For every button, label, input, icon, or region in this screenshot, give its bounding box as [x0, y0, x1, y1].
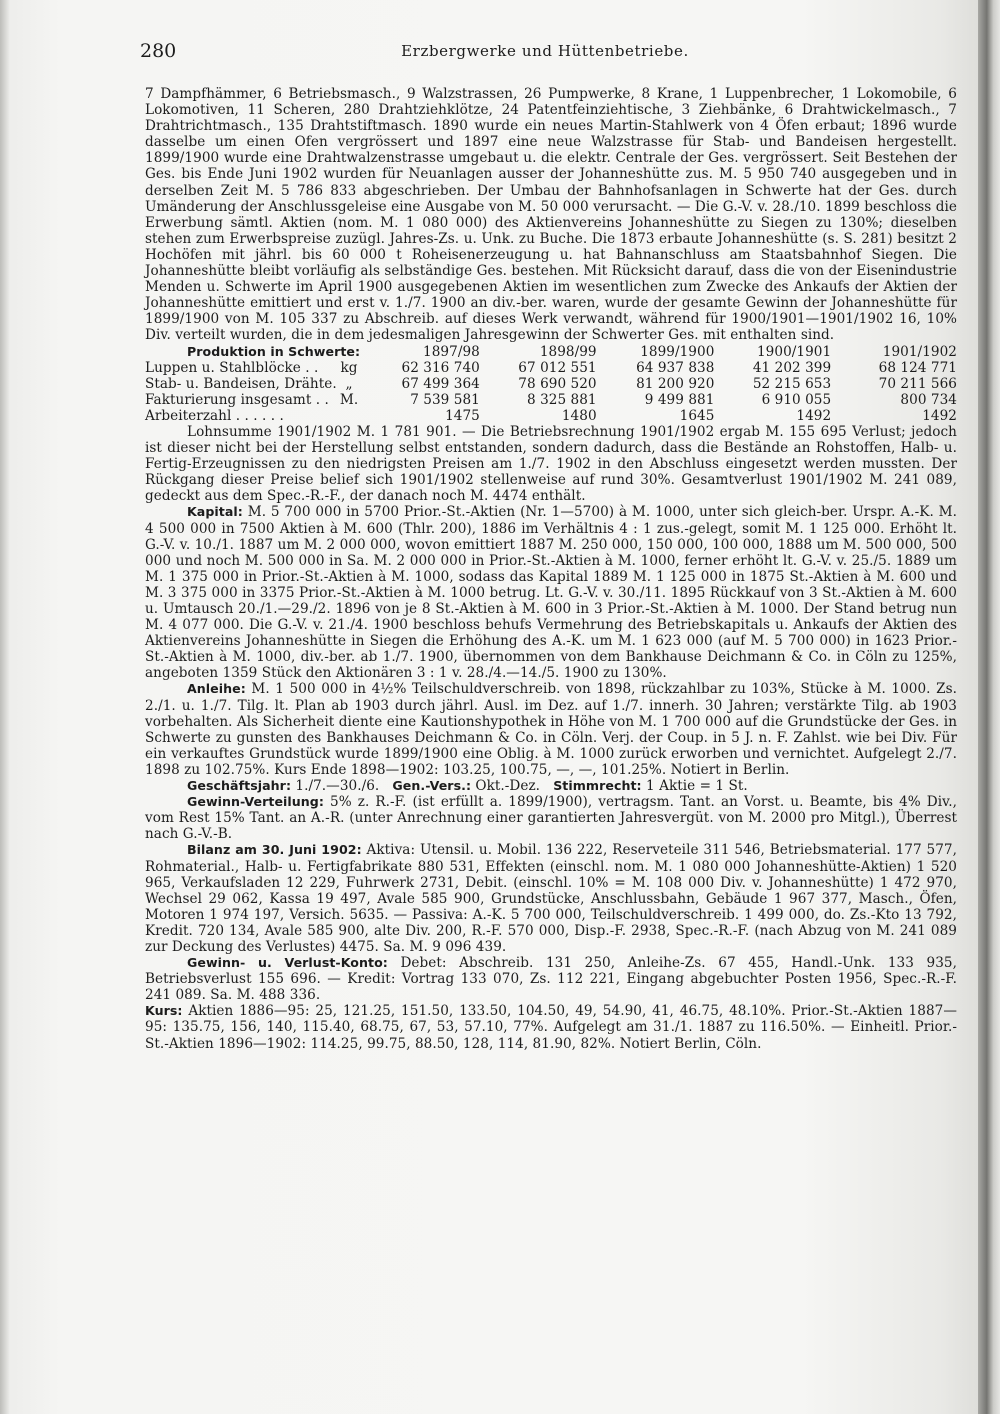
table-cell: 67 499 364 [401, 375, 480, 392]
binding-shadow [0, 0, 10, 1414]
row-label: Luppen u. Stahlblöcke . . [145, 359, 319, 376]
geschaeftsjahr-section [145, 778, 957, 794]
table-cell: 68 124 771 [878, 359, 957, 376]
section-label: Stimmrecht: [553, 778, 642, 794]
lohnsumme-paragraph: Lohnsumme 1901/1902 M. 1 781 901. — Die Betriebsrechnung 1901/1902 ergab M. 155 695 Verlust; jedoch ist dieser nicht bei der Herstellung selbst entstanden, sondern dadurch, dass die Bestände an Rohstoffen, Halb- u. Fertig-Erzeugnissen zu den niedrigsten Preisen am 1./7. 1902 in den Abschluss eingesetzt werden mussten. Der Rückgang dieser Preise belief sich 1901/1902 stellenweise auf rund 30%. Gesamtverlust 1901/1902 M. 241 089, gedeckt aus dem Spec.-R.-F., der danach noch M. 4474 enthält. [145, 423, 957, 505]
table-row [145, 360, 957, 376]
production-header-row [145, 344, 957, 360]
table-cell: 7 539 581 [410, 391, 480, 408]
kapital-section [145, 504, 957, 681]
year-header: 1899/1900 [640, 343, 715, 360]
row-unit: M. [339, 391, 359, 408]
gewinn-verteilung-section [145, 794, 957, 842]
section-label: Geschäftsjahr: [187, 778, 292, 794]
section-text: Okt.-Dez. [475, 778, 541, 795]
table-cell: 8 325 881 [527, 391, 597, 408]
table-cell: 64 937 838 [636, 359, 715, 376]
table-cell: 6 910 055 [761, 391, 832, 408]
year-header: 1898/99 [539, 343, 597, 360]
section-text: 5% z. R.-F. (ist erfüllt a. 1899/1900), vertragsm. Tant. an Vorst. u. Beamte, bis 4% Div., vom Rest 15% Tant. an A.-R. (unter Anrechnung einer garantierten Jahresvergüt. von M. 2000 pro Mitgl.), Überrest nach G.-V.-B. [145, 794, 957, 843]
table-cell: 1480 [561, 407, 597, 424]
page-header [140, 40, 950, 64]
year-header: 1897/98 [423, 343, 480, 360]
table-cell: 78 690 520 [518, 375, 597, 392]
table-cell: 1492 [796, 407, 832, 424]
page-body [145, 86, 957, 1052]
anleihe-section [145, 681, 957, 778]
row-label: Fakturierung insgesamt . . [145, 391, 329, 408]
section-label: Anleihe: [187, 681, 246, 697]
intro-paragraph: 7 Dampfhämmer, 6 Betriebsmasch., 9 Walzstrassen, 26 Pumpwerke, 8 Krane, 1 Luppenbrecher, 1 Lokomobile, 6 Lokomotiven, 11 Scheren, 280 Drahtziehklötze, 24 Patentfeinziehtische, 3 Ziehbänke, 6 Drahtwickelmasch., 7 Drahtrichtmasch., 135 Drahtstiftmasch. 1890 wurde ein neues Martin-Stahlwerk von 4 Öfen erbaut; 1896 wurde dasselbe um einen Ofen vergrössert und 1897 eine neue Walzstrasse für Stab- und Bandeisen hergestellt. 1899/1900 wurde eine Drahtwalzenstrasse umgebaut u. die elektr. Centrale der Ges. vergrössert. Seit Bestehen der Ges. bis Ende Juni 1902 wurden für Neuanlagen ausser der Johanneshütte zus. M. 5 950 740 ausgegeben und in derselben Zeit M. 5 786 833 abgeschrieben. Der Umbau der Bahnhofsanlagen in Schwerte hat der Ges. durch Umänderung der Anschlussgeleise eine Ausgabe von M. 50 000 verursacht. — Die G.-V. v. 28./10. 1899 beschloss die Erwerbung sämtl. Aktien (nom. M. 1 080 000) des Aktienvereins Johanneshütte zu Siegen zu 130%; dieselben stehen zum Erwerbspreise zuzügl. Jahres-Zs. u. Unk. zu Buche. Die 1873 erbaute Johanneshütte (s. S. 281) besitzt 2 Hochöfen mit jährl. bis 60 000 t Roheisenerzeugung u. hat Bahnanschluss am Staatsbahnhof Siegen. Die Johanneshütte bleibt vorläufig als selbständige Ges. bestehen. Mit Rücksicht darauf, dass die von der Eisenindustrie Menden u. Schwerte im April 1900 ausgegebenen Aktien im wesentlichen zum Zwecke des Ankaufs der Aktien der Johanneshütte emittiert und erst v. 1./7. 1900 an div.-ber. waren, wurde der gesamte Gewinn der Johanneshütte für 1899/1900 von M. 105 337 zu Abschreib. auf dieses Werk verwandt, während für 1900/1901—1901/1902 16, 10% Div. verteilt wurden, die in dem jedesmaligen Jahresgewinn der Schwerter Ges. mit enthalten sind. [145, 86, 957, 344]
section-text: M. 5 700 000 in 5700 Prior.-St.-Aktien (Nr. 1—5700) à M. 1000, unter sich gleich-ber. Urspr. A.-K. M. 4 500 000 in 7500 Aktien à M. 600 (Thlr. 200), 1886 im Verhältnis 4 : 1 zus.-gelegt, somit M. 1 125 000. Erhöht lt. G.-V. v. 10./1. 1887 um M. 2 000 000, wovon emittiert 1887 M. 250 000, 150 000, 100 000, 1888 um M. 500 000, 500 000 und noch M. 500 000 in Sa. M. 2 000 000 in Prior.-St.-Aktien à M. 1000, ferner erhöht lt. G.-V. v. 25./5. 1889 um M. 1 375 000 in Prior.-St.-Aktien à M. 1000, sodass das Kapital 1889 M. 1 125 000 in 1875 St.-Aktien à M. 600 und M. 3 375 000 in 3375 Prior.-St.-Aktien à M. 1000 betrug. Lt. G.-V. v. 30./11. 1895 Rückkauf von 3 St.-Aktien à M. 600 u. Umtausch 20./1.—29./2. 1896 von je 8 St.-Aktien à M. 600 in 3 Prior.-St.-Aktien à M. 1000. Der Stand betrug nun M. 4 077 000. Die G.-V. v. 21./4. 1900 beschloss behufs Vermehrung des Betriebskapitals u. Ankaufs der Aktien des Aktienvereins Johanneshütte in Siegen die Erhöhung des A.-K. um M. 1 623 000 (auf M. 5 700 000) in 1623 Prior.-St.-Aktien à M. 1000, div.-ber. ab 1./7. 1900, übernommen von dem Bankhause Deichmann & Co. in Cöln zu 125%, angeboten 1359 Stück den Aktionären 3 : 1 v. 28./4.—14./5. 1900 zu 130%. [145, 504, 958, 682]
row-unit [338, 408, 360, 424]
section-label: Gen.-Vers.: [392, 778, 472, 794]
table-cell: 1475 [445, 407, 480, 424]
table-cell: 67 012 551 [518, 359, 597, 376]
table-row [145, 408, 957, 424]
production-table [145, 344, 957, 424]
table-cell: 52 215 653 [752, 375, 832, 392]
gewinn-verlust-section [145, 955, 957, 1003]
table-cell: 70 211 566 [878, 375, 957, 392]
table-cell: 62 316 740 [401, 359, 480, 376]
section-label: Kurs: [145, 1003, 183, 1019]
production-title: Produktion in Schwerte: [187, 343, 361, 359]
section-text: 1./7.—30./6. [295, 778, 380, 795]
year-header: 1900/1901 [756, 343, 832, 360]
section-label: Gewinn-Verteilung: [187, 794, 324, 810]
table-row [145, 376, 957, 392]
row-unit: kg [340, 359, 358, 376]
table-cell: 41 202 399 [752, 359, 832, 376]
next-page-edge [978, 0, 1000, 1414]
running-title: Erzbergwerke und Hüttenbetriebe. [401, 42, 689, 60]
row-unit: „ [345, 375, 353, 392]
section-label: Bilanz am 30. Juni 1902: [187, 842, 362, 858]
table-row [145, 392, 957, 408]
section-text: Aktien 1886—95: 25, 121.25, 151.50, 133.50, 104.50, 49, 54.90, 41, 46.75, 48.10%. Prior.-St.-Aktien 1887—95: 135.75, 156, 140, 115.40, 68.75, 67, 53, 57.10, 77%. Aufgelegt am 31./1. 1887 zu 116.50%. — Einheitl. Prior.-St.-Aktien 1896—1902: 114.25, 99.75, 88.50, 128, 114, 81.90, 82%. Notiert Berlin, Cöln. [145, 1003, 957, 1052]
table-cell: 1492 [922, 407, 957, 424]
bilanz-section [145, 842, 957, 955]
table-cell: 9 499 881 [644, 391, 715, 408]
row-label: Stab- u. Bandeisen, Drähte. [145, 375, 337, 392]
table-cell: 81 200 920 [636, 375, 715, 392]
section-label: Gewinn- u. Verlust-Konto: [187, 955, 388, 971]
page-number: 280 [140, 40, 177, 62]
table-cell: 1645 [679, 407, 715, 424]
section-text: Debet: Abschreib. 131 250, Anleihe-Zs. 67 455, Handl.-Unk. 133 935, Betriebsverlust 155 696. — Kredit: Vortrag 133 070, Zs. 112 221, Eingang abgebuchter Posten 1956, Spec.-R.-F. 241 089. Sa. M. 488 336. [145, 955, 957, 1004]
section-text: M. 1 500 000 in 4½% Teilschuldverschreib. von 1898, rückzahlbar zu 103%, Stücke à M. 1000. Zs. 2./1. u. 1./7. Tilg. lt. Plan ab 1903 durch jährl. Ausl. im Dez. auf 1./7. innerh. 30 Jahren; verstärkte Tilg. ab 1903 vorbehalten. Als Sicherheit diente eine Kautionshypothek in Höhe von M. 1 700 000 auf die Grundstücke der Ges. in Schwerte zu gunsten des Bankhauses Deichmann & Co. in Cöln. Verj. der Coup. in 5 J. n. F. Zahlst. wie bei Div. Für ein verkauftes Grundstück wurde 1899/1900 eine Oblig. à M. 1000 zurück erworben und vernichtet. Aufgelegt 2./7. 1898 zu 102.75%. Kurs Ende 1898—1902: 103.25, 100.75, —, —, 101.25%. Notiert in Berlin. [145, 681, 958, 778]
row-label: Arbeiterzahl . . . . . . [145, 407, 284, 424]
section-text: Aktiva: Utensil. u. Mobil. 136 222, Reserveteile 311 546, Betriebsmaterial. 177 577, Rohmaterial., Halb- u. Fertigfabrikate 880 531, Effekten (einschl. nom. M. 1 080 000 Johanneshütte-Aktien) 1 520 965, Verkaufsladen 12 229, Fuhrwerk 2731, Debit. (einschl. 10% = M. 108 000 Div. v. Johanneshütte) 1 472 970, Wechsel 29 062, Kassa 19 497, Avale 585 900, Grundstücke, Anschlussbahn, Gebäude 1 967 377, Masch., Öfen, Motoren 1 974 197, Versich. 5635. — Passiva: A.-K. 5 700 000, Teilschuldverschreib. 1 499 000, do. Zs.-Kto 13 792, Kredit. 720 134, Avale 585 900, alte Div. 200, R.-F. 570 000, Disp.-F. 2938, Spec.-R.-F. (nach Abzug von M. 241 089 zur Deckung des Verlustes) 4475. Sa. M. 9 096 439. [145, 842, 957, 955]
kurs-section [145, 1003, 957, 1051]
year-header: 1901/1902 [882, 343, 957, 360]
table-cell: 800 734 [900, 391, 957, 408]
section-label: Kapital: [187, 504, 243, 520]
section-text: 1 Aktie = 1 St. [646, 778, 748, 795]
